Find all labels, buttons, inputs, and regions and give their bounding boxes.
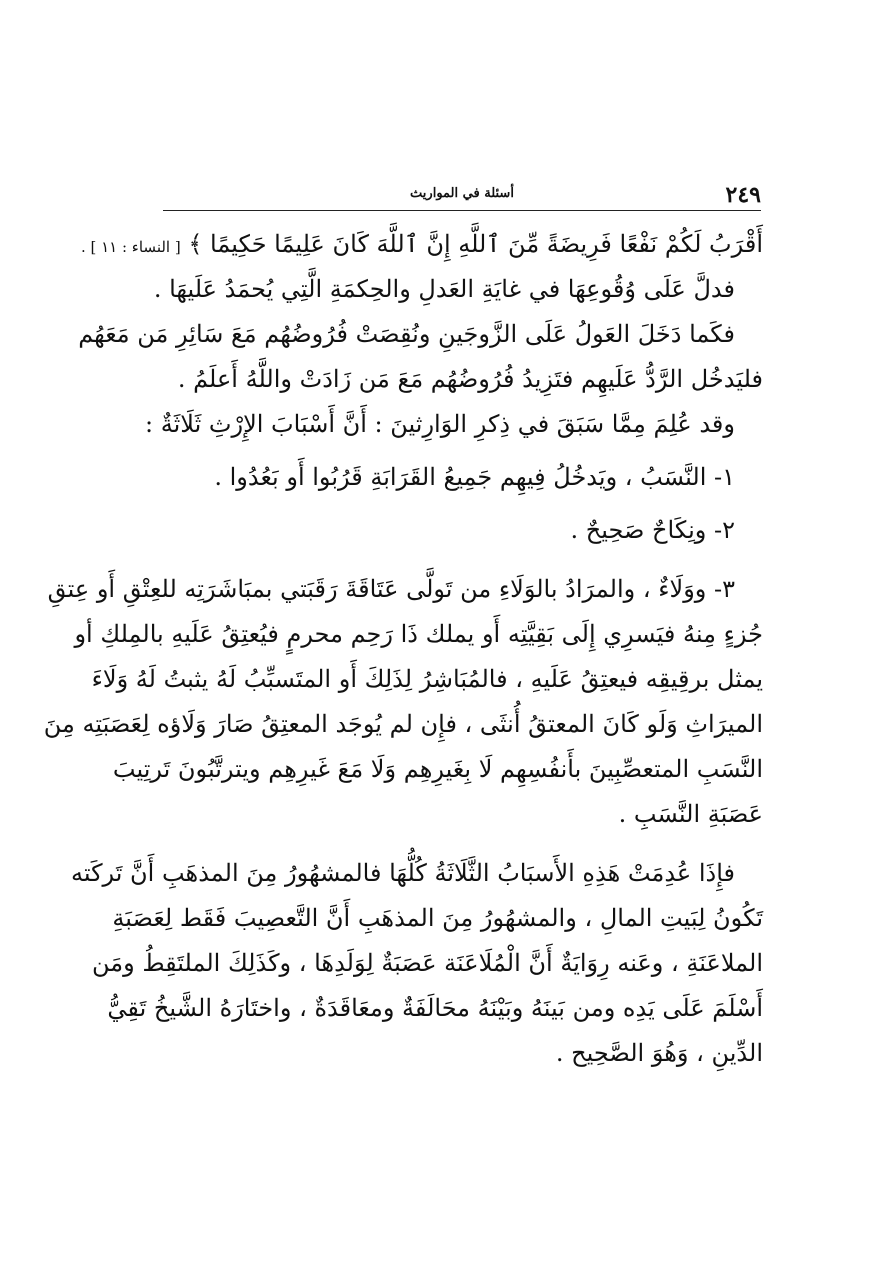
paragraph-no-causes-line-5: الدِّينِ ، وَهُوَ الصَّحِيح . bbox=[555, 1039, 763, 1067]
verse-reference: [ النساء : ١١ ] . bbox=[80, 238, 181, 256]
paragraph-no-causes-line-3: الملاعَنَةِ ، وعَنه رِوَايَةٌ أَنَّ الْمُلَاعَنَة عَصَبَةٌ لِوَلَدِهَا ، وكَذَلِكَ الملتَقِطُ ومَن bbox=[92, 949, 763, 977]
page-body bbox=[43, 222, 763, 1076]
running-header bbox=[163, 180, 761, 208]
list-item-wala-line-3: يمثل برقِيقِه فيعتِقُ عَلَيهِ ، فالمُبَاشِرُ لِذَلِكَ أَو المتَسبِّبُ لَهُ يثبتُ لَهُ وَلَاءَ bbox=[91, 665, 763, 693]
page-number: ٢٤٩ bbox=[725, 182, 761, 208]
list-item-lineage: ١- النَّسَبُ ، ويَدخُلُ فِيهِم جَمِيعُ القَرَابَةِ قَرُبُوا أَو بَعُدُوا . bbox=[214, 463, 735, 491]
paragraph-no-causes-line-2: تَكُونُ لِبَيتِ المالِ ، والمشهُورُ مِنَ المذهَبِ أَنَّ التَّعصِيبَ فَقَط لِعَصَبَةِ bbox=[112, 904, 763, 932]
header-rule bbox=[163, 210, 761, 211]
list-item-wala-line-2: جُزءٍ مِنهُ فيَسرِي إِلَى بَقِيَّتِه أَو يملك ذَا رَحِم محرمٍ فيُعتِقُ عَلَيهِ بالمِلكِ أو bbox=[74, 620, 763, 648]
paragraph-no-causes-line-1: فإِذَا عُدِمَتْ هَذِهِ الأَسبَابُ الثَّلَاثَةُ كُلُّهَا فالمشهُورُ مِنَ المذهَبِ أَنَّ تَركَته bbox=[70, 859, 735, 887]
list-item-wala-line-5: النَّسَبِ المتعصِّبِينَ بأَنفُسِهِم لَا بِغَيرِهِم وَلَا مَعَ غَيرِهِم ويترتَّبُونَ تَرتِيبَ bbox=[112, 755, 763, 783]
paragraph-awl-line-2: فليَدخُل الرَّدُّ عَلَيهِم فتَزِيدُ فُرُوضُهُم مَعَ مَن زَادَتْ واللَّهُ أَعلَمُ . bbox=[177, 365, 763, 393]
paragraph-conclusion: فدلَّ عَلَى وُقُوعِهَا في غايَةِ العَدلِ والحِكمَةِ الَّتِي يُحمَدُ عَلَيهَا . bbox=[153, 275, 735, 303]
verse-text: أَقْرَبُ لَكُمْ نَفْعًا فَرِيضَةً مِّنَ ٱللَّهِ إِنَّ ٱللَّهَ كَانَ عَلِيمًا حَكِيمًا ﴾ bbox=[188, 230, 763, 258]
quran-verse-line bbox=[80, 222, 763, 267]
paragraph-causes-intro: وقد عُلِمَ مِمَّا سَبَقَ في ذِكرِ الوَارِثينَ : أَنَّ أَسْبَابَ الإِرْثِ ثَلَاثَةٌ : bbox=[145, 410, 735, 438]
list-item-wala-line-1: ٣- ووَلَاءٌ ، والمرَادُ بالوَلَاءِ من تَولَّى عَتَاقَةَ رَقَبَتي بمبَاشَرَتِه للعِتْقِ أَو عِتقِ bbox=[47, 575, 735, 603]
list-item-marriage: ٢- ونِكَاحٌ صَحِيحٌ . bbox=[570, 516, 735, 544]
paragraph-awl-line-1: فكَما دَخَلَ العَولُ عَلَى الزَّوجَينِ ونُقِصَتْ فُرُوضُهُم مَعَ سَائِرِ مَن مَعَهُم bbox=[78, 320, 735, 348]
list-item-wala-line-6: عَصَبَةِ النَّسَبِ . bbox=[618, 800, 763, 828]
list-item-wala-line-4: الميرَاثِ وَلَو كَانَ المعتقُ أُنثَى ، فإِن لم يُوجَد المعتِقُ صَارَ وَلَاؤه لِعَصَبَتِه مِنَ bbox=[43, 710, 763, 738]
paragraph-no-causes-line-4: أَسْلَمَ عَلَى يَدِه ومن بَينَهُ وبَيْنَهُ محَالَفَةٌ ومعَاقَدَةٌ ، واختَارَهُ الشَّيخُ تَقِيُّ bbox=[107, 994, 763, 1022]
running-title: أسئلة في المواريث bbox=[410, 186, 514, 201]
